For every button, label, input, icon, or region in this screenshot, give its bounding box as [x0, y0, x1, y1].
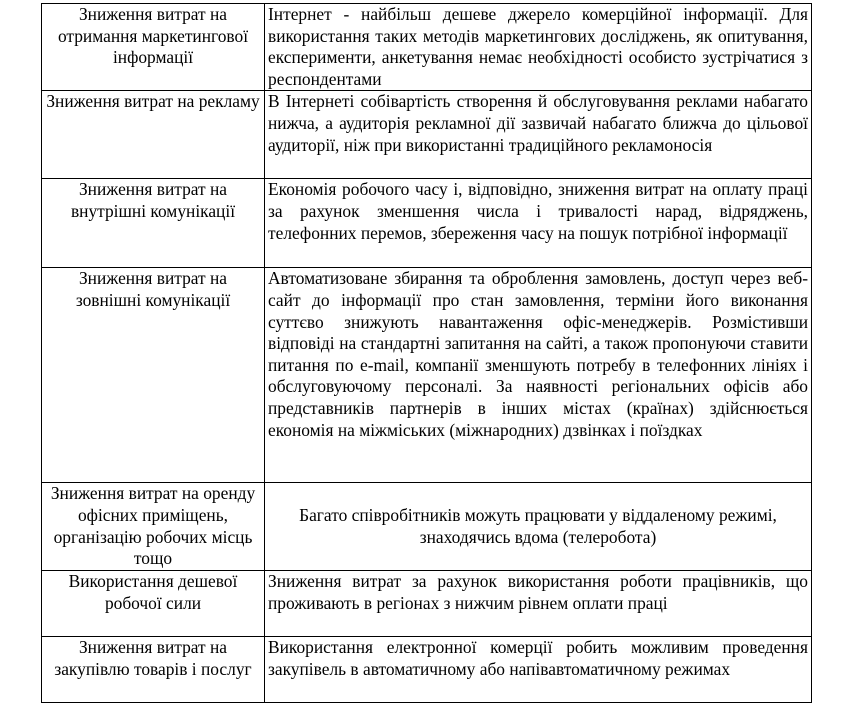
description-cell: [265, 637, 812, 703]
category-cell: [42, 91, 265, 179]
description-text: Інтернет - найбільш дешеве джерело комерційної інформації. Для використання таких методів маркетингових досліджень, як опитування, експерименти, анкетування немає необхідності особисто зустрічатися з респондентами: [268, 4, 808, 89]
category-text: Зниження витрат на оренду офісних приміщень, організацію робочих місць тощо: [50, 483, 256, 569]
category-cell: [42, 571, 265, 637]
description-text: Зниження витрат за рахунок використання роботи працівників, що проживають в регіонах з нижчим рівнем оплати праці: [268, 571, 808, 613]
category-text: Зниження витрат на отримання маркетингової інформації: [57, 4, 249, 68]
description-cell: [265, 483, 812, 571]
description-text: В Інтернеті собівартість створення й обслуговування реклами набагато нижча, а аудиторія рекламної дії зазвичай набагато ближча до цільової аудиторії, ніж при використанні традиційного рекламоносія: [268, 91, 808, 155]
category-cell: [42, 483, 265, 571]
description-cell: [265, 4, 812, 91]
description-cell: [265, 91, 812, 179]
table-row: [42, 4, 812, 91]
table-row: [42, 637, 812, 703]
table-row: [42, 571, 812, 637]
category-cell: [42, 637, 265, 703]
description-cell: [265, 179, 812, 268]
table-row: [42, 483, 812, 571]
category-text: Використання дешевої робочої сили: [68, 571, 238, 613]
table-row: [42, 268, 812, 483]
description-text: Використання електронної комерції робить можливим проведення закупівель в автоматичному або напівавтоматичному режимах: [268, 637, 808, 679]
table-row: [42, 91, 812, 179]
category-text: Зниження витрат на зовнішні комунікації: [75, 268, 231, 310]
table-row: [42, 179, 812, 268]
description-text: Багато співробітників можуть працювати у віддаленому режимі, знаходячись вдома (телеробота): [299, 505, 777, 547]
category-text: Зниження витрат на внутрішні комунікації: [70, 179, 236, 221]
category-cell: [42, 4, 265, 91]
description-cell: [265, 268, 812, 483]
category-cell: [42, 179, 265, 268]
category-text: Зниження витрат на закупівлю товарів і послуг: [54, 637, 252, 679]
savings-table: [41, 3, 812, 703]
description-cell: [265, 571, 812, 637]
table-body: [42, 4, 812, 703]
category-text: Зниження витрат на рекламу: [46, 91, 260, 112]
description-text: Економія робочого часу і, відповідно, зниження витрат на оплату праці за рахунок зменшення числа і тривалості нарад, відряджень, телефонних перемов, збереження часу на пошук потрібної інформації: [268, 179, 808, 243]
description-text: Автоматизоване збирання та оброблення замовлень, доступ через веб-сайт до інформації про стан замовлення, терміни його виконання суттєво знижують навантаження офіс-менеджерів. Розмістивши відповіді на стандартні запитання на сайті, а також пропонуючи ставити питання по e-mail, компанії зменшують потребу в телефонних лініях і обслуговуючому персоналі. За наявності регіональних офісів або представників партнерів в інших містах (країнах) здійснюється економія на міжміських (міжнародних) дзвінках і поїздках: [268, 268, 808, 440]
category-cell: [42, 268, 265, 483]
